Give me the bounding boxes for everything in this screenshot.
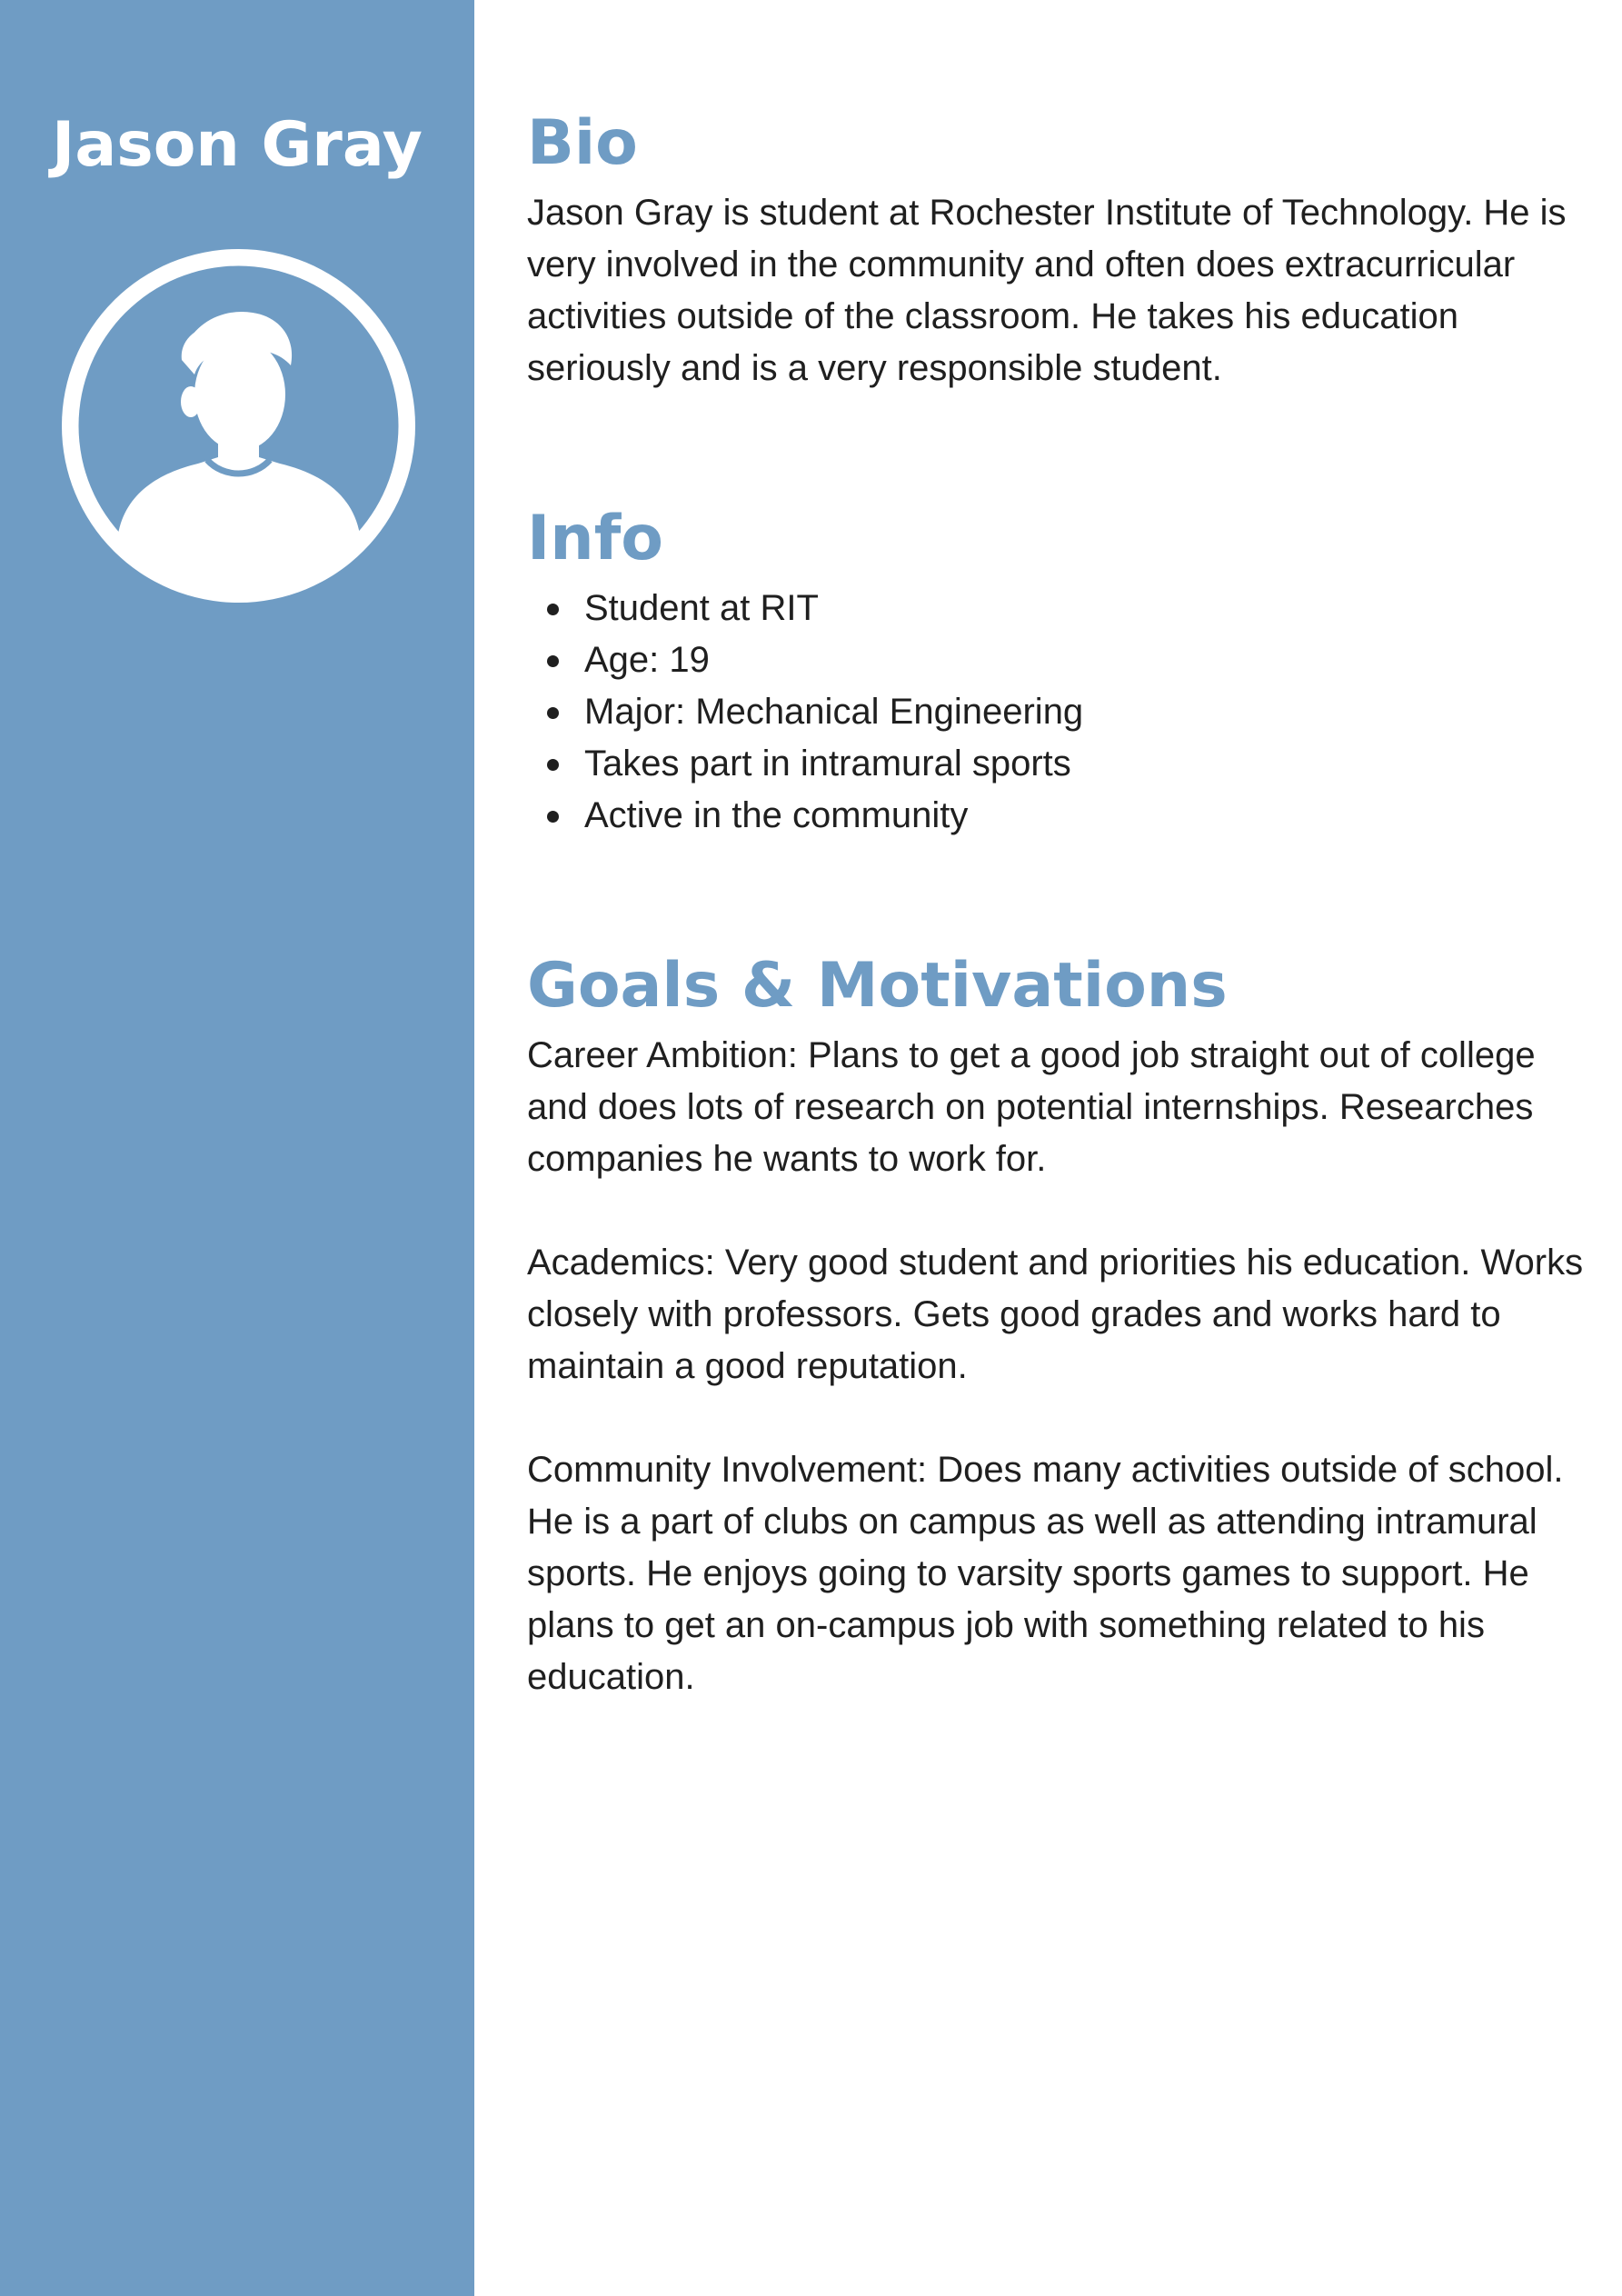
goals-heading: Goals & Motivations	[527, 950, 1228, 1022]
info-section	[527, 495, 1590, 842]
bio-heading: Bio	[527, 107, 638, 179]
list-item	[527, 738, 1590, 790]
info-heading: Info	[527, 503, 664, 574]
goal-career-paragraph: Career Ambition: Plans to get a good job straight out of college and does lots of research on potential internships. Researches companies he wants to work for.	[527, 1035, 1536, 1179]
goal-academics-paragraph: Academics: Very good student and priorities his education. Works closely with professors. Gets good grades and works hard to maintain a good reputation.	[527, 1243, 1584, 1386]
bullet-icon	[547, 707, 559, 719]
bullet-icon	[547, 811, 559, 823]
bullet-icon	[547, 759, 559, 771]
info-item-text: Major: Mechanical Engineering	[584, 692, 1084, 732]
user-silhouette-icon	[62, 249, 415, 603]
main-content	[527, 100, 1590, 1703]
list-item	[527, 583, 1590, 634]
list-item	[527, 634, 1590, 686]
avatar	[62, 249, 415, 603]
persona-name: Jason Gray	[52, 109, 423, 181]
info-item-text: Takes part in intramural sports	[584, 744, 1071, 784]
info-list	[527, 583, 1590, 842]
bullet-icon	[547, 655, 559, 667]
bullet-icon	[547, 604, 559, 615]
goal-community-paragraph: Community Involvement: Does many activities outside of school. He is a part of clubs on campus as well as attending intramural sports. He enjoys going to varsity sports games to support. He plans to get an on-campus job with something related to his education.	[527, 1450, 1564, 1697]
sidebar	[0, 0, 474, 2296]
list-item	[527, 686, 1590, 738]
list-item	[527, 790, 1590, 842]
info-item-text: Age: 19	[584, 640, 710, 680]
bio-text: Jason Gray is student at Rochester Institute of Technology. He is very involved in the community and often does extracurricular activities outside of the classroom. He takes his education seriously and is a very responsible student.	[527, 193, 1567, 388]
info-item-text: Student at RIT	[584, 588, 819, 628]
goals-section	[527, 943, 1590, 1703]
info-item-text: Active in the community	[584, 795, 969, 835]
bio-section	[527, 100, 1590, 394]
